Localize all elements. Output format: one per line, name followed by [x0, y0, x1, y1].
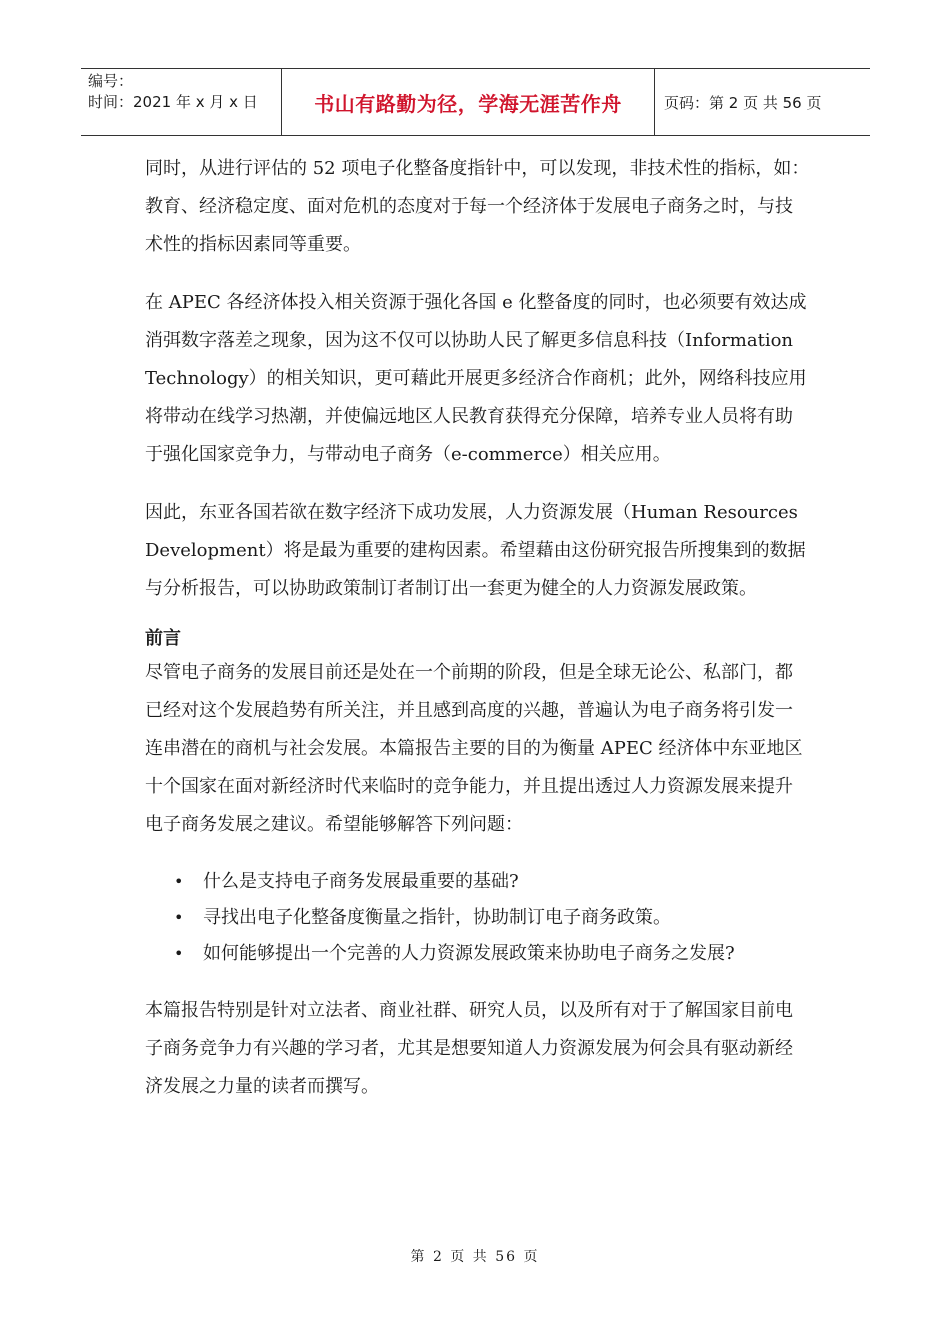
- document-number-label: 编号：: [88, 72, 134, 90]
- header-motto: 书山有路勤为径，学海无涯苦作舟: [282, 69, 655, 135]
- bullet-icon: •: [174, 872, 184, 891]
- paragraph-1: 同时，从进行评估的 52 项电子化整备度指针中，可以发现，非技术性的指标，如：教育、经济稳定度、面对危机的态度对于每一个经济体于发展电子商务之时，与技术性的指标因素同等重要。: [145, 158, 810, 255]
- list-item-text: 寻找出电子化整备度衡量之指针，协助制订电子商务政策。: [203, 907, 671, 928]
- closing-paragraph: 本篇报告特别是针对立法者、商业社群、研究人员，以及所有对于了解国家目前电子商务竞争力有兴趣的学习者，尤其是想要知道人力资源发展为何会具有驱动新经济发展之力量的读者而撰写。: [145, 1000, 793, 1097]
- intro-paragraph: 尽管电子商务的发展目前还是处在一个前期的阶段，但是全球无论公、私部门，都已经对这个发展趋势有所关注，并且感到高度的兴趣，普遍认为电子商务将引发一连串潜在的商机与社会发展。本篇报告主要的目的为衡量 APEC 经济体中东亚地区十个国家在面对新经济时代来临时的竞争能力，并且提出透过人力资源发展来提升电子商务发展之建议。希望能够解答下列问题：: [145, 662, 803, 835]
- header-meta: [81, 69, 282, 135]
- bullet-icon: •: [174, 908, 184, 927]
- list-item: [145, 864, 810, 900]
- list-item-text: 什么是支持电子商务发展最重要的基础?: [203, 871, 519, 892]
- list-item: [145, 936, 810, 972]
- document-date: 时间：2021 年 x 月 x 日: [88, 93, 258, 111]
- paragraph-2: 在 APEC 各经济体投入相关资源于强化各国 e 化整备度的同时，也必须要有效达成消弭数字落差之现象，因为这不仅可以协助人民了解更多信息科技（Information Technology）的相关知识，更可藉此开展更多经济合作商机；此外，网络科技应用将带动在线学习热潮，并使偏远地区人民教育获得充分保障，培养专业人员将有助于强化国家竞争力，与带动电子商务（e-commerce）相关应用。: [145, 292, 807, 465]
- list-item-text: 如何能够提出一个完善的人力资源发展政策来协助电子商务之发展?: [203, 943, 735, 964]
- paragraph-3: 因此，东亚各国若欲在数字经济下成功发展，人力资源发展（Human Resources Development）将是最为重要的建构因素。希望藉由这份研究报告所搜集到的数据与分析报告，可以协助政策制订者制订出一套更为健全的人力资源发展政策。: [145, 502, 806, 599]
- list-item: [145, 900, 810, 936]
- page-footer: 第 2 页 共 56 页: [410, 1249, 540, 1265]
- question-list: [145, 864, 810, 972]
- page-header: [81, 68, 870, 136]
- bullet-icon: •: [174, 944, 184, 963]
- header-page-info: 页码：第 2 页 共 56 页: [664, 93, 822, 112]
- section-heading: 前言: [145, 628, 181, 649]
- document-body: [145, 150, 810, 1106]
